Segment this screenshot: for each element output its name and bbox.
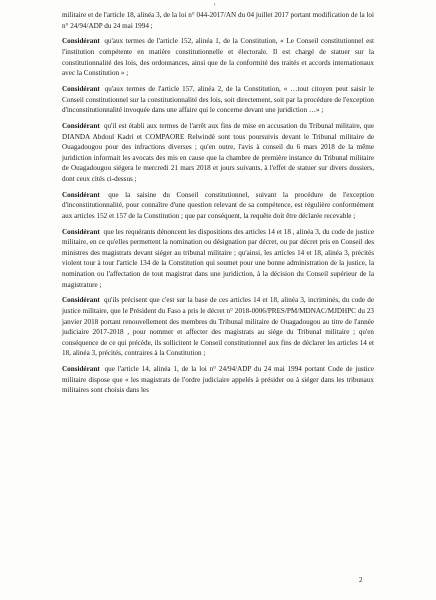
paragraph-2 xyxy=(62,36,374,78)
paragraph-6 xyxy=(62,227,374,291)
document-body xyxy=(62,10,374,401)
paragraph-text: qu'aux termes de l'article 152, alinéa 1, de la Constitution, « Le Conseil constitutionnel est l'institution compétente en matière constitutionnelle et électorale. Il est chargé de statuer sur la constitutionnalité des lois, des ordonnances, ainsi que de la conformité des traités et accords internationaux avec la Constitution » ; xyxy=(62,37,374,78)
paragraph-1 xyxy=(62,10,374,31)
paragraph-text: que la saisine du Conseil constitutionnel, suivant la procédure de l'exception d'inconstitutionnalité, pour connaître d'une question relevant de sa compétence, est régulière conformément aux articles 152 et 157 de la Constitution ; que par conséquent, la requête doit être déclarée recevable ; xyxy=(62,190,374,220)
paragraph-4 xyxy=(62,121,374,185)
paragraph-3 xyxy=(62,84,374,116)
paragraph-lead: Considérant xyxy=(62,84,100,93)
top-mark: ' xyxy=(214,2,216,11)
paragraph-lead: Considérant xyxy=(62,121,100,130)
paragraph-text: que l'article 14, alinéa 1, de la loi n° 24/94/ADP du 24 mai 1994 portant Code de justice militaire dispose que « les magistrats de l'ordre judiciaire appelés à présider ou à siéger dans les tribunaux militaires sont choisis dans les xyxy=(62,365,374,395)
paragraph-text: militaire et de l'article 18, alinéa 3, de la loi n° 044-2017/AN du 04 juillet 2017 portant modification de la loi n° 24/94/ADP du 24 mai 1994 ; xyxy=(62,11,374,30)
paragraph-text: qu'aux termes de l'article 157, alinéa 2, de la Constitution, « …tout citoyen peut saisir le Conseil constitutionnel sur la constitutionnalité des lois, soit directement, soit par la procédure de l'exception d'inconstitutionnalité invoquée dans une affaire qui le concerne devant une juridiction …» ; xyxy=(62,84,374,115)
paragraph-lead: Considérant xyxy=(62,365,100,374)
paragraph-lead: Considérant xyxy=(62,227,100,236)
paragraph-lead: Considérant xyxy=(62,296,100,305)
paragraph-lead: Considérant xyxy=(62,37,100,46)
page-number: 2 xyxy=(359,576,363,584)
paragraph-lead: Considérant xyxy=(62,190,100,199)
paragraph-8 xyxy=(62,364,374,396)
paragraph-7 xyxy=(62,295,374,359)
paragraph-text: qu'il est établi aux termes de l'arrêt aux fins de mise en accusation du Tribunal militaire, que DIANDA Abdoul Kadri et COMPAORE Relwindé sont tous poursuivis devant le Tribunal militaire de Ouagadougou pour des infractions diverses ; qu'en outre, l'avis à conseil du 6 mars 2018 de la même juridiction informait les avocats des mis en cause que la chambre de première instance du Tribunal militaire de Ouagadougou siégera le mercredi 21 mars 2018 et jours suivants, à l'effet de statuer sur divers dossiers, dont ceux cités ci-dessus ; xyxy=(62,121,374,183)
paragraph-text: qu'ils précisent que c'est sur la base de ces articles 14 et 18, alinéa 3, incriminés, du code de justice militaire, que le Président du Faso a pris le décret n° 2018-0006/PRES/PM/MDNAC/MJDHPC du 23 janvier 2018 portant renouvellement des membres du Tribunal militaire de Ouagadougou au titre de l'année judiciaire 2017-2018 , pour nommer et affecter des magistrats au siège du Tribunal militaire ; qu'en conséquence de ce qui précède, ils sollicitent le Conseil constitutionnel aux fins de déclarer les articles 14 et 18, alinéa 3, précités, contraires à la Constitution ; xyxy=(62,296,374,358)
paragraph-5 xyxy=(62,190,374,222)
paragraph-text: que les requérants dénoncent les dispositions des articles 14 et 18 , alinéa 3, du code de justice militaire, en ce qu'elles permettent la nomination ou désignation par décret, ou par décret pris en Conseil des ministres des magistrats devant siéger au tribunal militaire ; qu'ainsi, les articles 14 et 18, alinéa 3, précités violent tour à tour l'article 134 de la Constitution qui soumet pour une bonne administration de la justice, la nomination ou l'affectation de tout magistrat dans une juridiction, à la décision du Conseil supérieur de la magistrature ; xyxy=(62,227,374,289)
